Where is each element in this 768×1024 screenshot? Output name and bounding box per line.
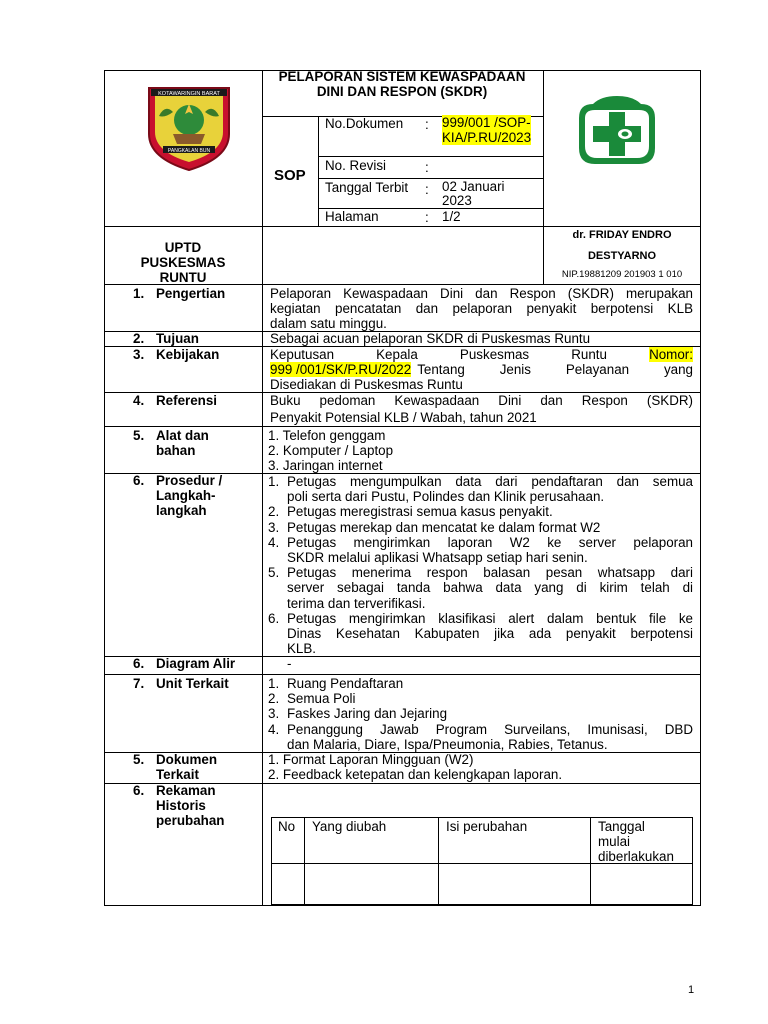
kabupaten-coat-of-arms-logo: [143, 82, 235, 172]
list-number: 4.: [268, 534, 280, 550]
svg-text:KOTAWARINGIN BARAT: KOTAWARINGIN BARAT: [158, 91, 220, 97]
field-value-no-dokumen: 999/001 /SOP-KIA/P.RU/2023: [442, 115, 532, 145]
list-item: 1. Format Laporan Mingguan (W2): [268, 752, 474, 767]
section-label-prosedur: Prosedur /: [156, 473, 223, 488]
list-item-text: Faskes Jaring dan Jejaring: [287, 706, 448, 722]
section-label-kebijakan: Kebijakan: [156, 347, 220, 362]
tujuan-text: Sebagai acuan pelaporan SKDR di Puskesmas Runtu: [270, 331, 591, 346]
section-label-rekaman: Rekaman: [156, 783, 216, 798]
section-label-tujuan: Tujuan: [156, 331, 199, 346]
list-item-text: KLB.: [287, 641, 317, 657]
history-header-isi: Isi perubahan: [446, 819, 528, 834]
list-item: 2. Feedback ketepatan dan kelengkapan laporan.: [268, 767, 563, 782]
section-label-prosedur: langkah: [156, 503, 207, 518]
list-number: 3.: [268, 519, 280, 535]
referensi-line: Penyakit Potensial KLB / Wabah, tahun 2021: [270, 410, 537, 425]
list-item-text: SKDR melalui aplikasi Whatsapp setiap hari senin.: [287, 550, 588, 565]
list-number: 6.: [268, 610, 280, 626]
column-divider: [262, 70, 263, 783]
section-number: 7.: [133, 676, 145, 691]
pengertian-line: dalam satu minggu.: [270, 316, 387, 331]
field-colon: :: [425, 160, 429, 175]
section-number: 6.: [133, 783, 145, 798]
list-number: 2.: [268, 691, 280, 707]
section-number: 5.: [133, 752, 145, 767]
diagram-text: -: [287, 656, 292, 671]
section-label-alat: Alat dan: [156, 428, 209, 443]
section-label-prosedur: Langkah-: [156, 488, 216, 503]
section-number: 1.: [133, 286, 145, 301]
svg-text:PANGKALAN BUN: PANGKALAN BUN: [167, 148, 211, 154]
kebijakan-line: Keputusan Kepala Puskesmas Runtu Nomor:: [270, 347, 693, 362]
history-col-divider: [590, 817, 591, 905]
list-number: 5.: [268, 565, 280, 581]
section-label-referensi: Referensi: [156, 393, 218, 408]
list-number: 4.: [268, 721, 280, 737]
field-colon: :: [425, 117, 429, 132]
section-label-rekaman: perubahan: [156, 813, 225, 828]
history-header-diubah: Yang diubah: [312, 819, 387, 834]
list-item: 3. Jaringan internet: [268, 458, 383, 473]
list-item-text: dan Malaria, Diare, Ispa/Pneumonia, Rabies, Tetanus.: [287, 736, 608, 752]
section-label-dokumen: Dokumen: [156, 752, 218, 767]
list-item-text: terima dan terverifikasi.: [287, 595, 426, 611]
list-item-text: Semua Poli: [287, 691, 356, 707]
puskesmas-cross-logo: [571, 94, 663, 170]
section-label-pengertian: Pengertian: [156, 286, 226, 301]
section-number: 4.: [133, 393, 145, 408]
section-label-dokumen: Terkait: [156, 767, 199, 782]
list-item-text: Petugas merekap dan mencatat ke dalam format W2: [287, 519, 601, 535]
field-label-no-revisi: No. Revisi: [325, 158, 387, 173]
pengertian-line: Pelaporan Kewaspadaan Dini dan Respon (SKDR) merupakan: [270, 286, 693, 301]
list-item: 1. Telefon genggam: [268, 428, 386, 443]
list-item-text: Petugas meregistrasi semua kasus penyakit.: [287, 504, 553, 520]
list-item: 2. Komputer / Laptop: [268, 443, 394, 458]
section-number: 6.: [133, 656, 145, 671]
section-label-diagram: Diagram Alir: [156, 656, 236, 671]
list-item-text: Ruang Pendaftaran: [287, 676, 404, 691]
signer-nip: NIP.19881209 201903 1 010: [561, 269, 683, 280]
field-label-tanggal-terbit: Tanggal Terbit: [325, 180, 409, 195]
row-divider: [104, 226, 701, 227]
field-label-halaman: Halaman: [325, 209, 379, 224]
section-label-unit: Unit Terkait: [156, 676, 229, 691]
list-item-text: Petugas mengirimkan laporan W2 ke server pelaporan: [287, 534, 693, 550]
list-item-text: server sebagai tanda bahwa data yang di kirim telah di: [287, 580, 693, 596]
field-colon: :: [425, 210, 429, 225]
history-header-tanggal: mulai: [598, 834, 630, 849]
signer-name: dr. FRIDAY ENDRO: [572, 229, 672, 241]
field-label-no-dokumen: No.Dokumen: [325, 116, 404, 131]
history-col-divider: [304, 817, 305, 905]
history-header-no: No: [278, 819, 296, 834]
list-item-text: Petugas mengirimkan klasifikasi alert dalam bentuk file ke: [287, 610, 693, 626]
history-header-tanggal: Tanggal: [598, 819, 645, 834]
section-number: 3.: [133, 347, 145, 362]
row-divider: [104, 674, 701, 675]
field-value-halaman: 1/2: [442, 209, 461, 224]
field-colon: :: [425, 182, 429, 197]
column-divider: [318, 116, 319, 226]
list-item-text: Dinas Kesehatan Kabupaten jika ada penyakit berpotensi: [287, 626, 693, 641]
page-number: 1: [688, 984, 695, 996]
header-divider: [318, 156, 543, 157]
section-number: 6.: [133, 473, 145, 488]
list-number: 2.: [268, 504, 280, 520]
pengertian-line: kegiatan pencatatan dan pelaporan penyakit berpotensi KLB: [270, 301, 693, 316]
list-item-text: Penanggung Jawab Program Surveilans, Imunisasi, DBD: [287, 721, 693, 737]
row-divider: [104, 426, 701, 427]
history-col-divider: [438, 817, 439, 905]
list-item-text: Petugas menerima respon balasan pesan whatsapp dari: [287, 565, 693, 581]
section-label-alat: bahan: [156, 443, 196, 458]
section-number: 2.: [133, 331, 145, 346]
section-number: 5.: [133, 428, 145, 443]
list-item-text: Petugas mengumpulkan data dari pendaftaran dan semua: [287, 474, 693, 489]
kebijakan-line: Disediakan di Puskesmas Runtu: [270, 377, 463, 392]
history-header-tanggal: diberlakukan: [598, 849, 674, 864]
header-divider: [318, 178, 543, 179]
signer-name: DESTYARNO: [587, 250, 657, 262]
field-value-tanggal-terbit: 02 Januari 2023: [442, 179, 505, 208]
column-divider: [262, 783, 263, 906]
document-title: PELAPORAN SISTEM KEWASPADAAN DINI DAN RESPON (SKDR): [278, 69, 526, 99]
section-label-rekaman: Historis: [156, 798, 206, 813]
list-number: 1.: [268, 474, 280, 489]
list-item-text: poli serta dari Pustu, Polindes dan Klinik perusahaan.: [287, 489, 605, 505]
kebijakan-line: 999 /001/SK/P.RU/2022 Tentang Jenis Pelayanan yang: [270, 362, 693, 377]
org-name: UPTD PUSKESMAS RUNTU: [140, 240, 226, 285]
list-number: 1.: [268, 676, 280, 691]
list-number: 3.: [268, 706, 280, 722]
referensi-line: Buku pedoman Kewaspadaan Dini dan Respon (SKDR): [270, 393, 693, 408]
sop-label: SOP: [274, 167, 306, 184]
